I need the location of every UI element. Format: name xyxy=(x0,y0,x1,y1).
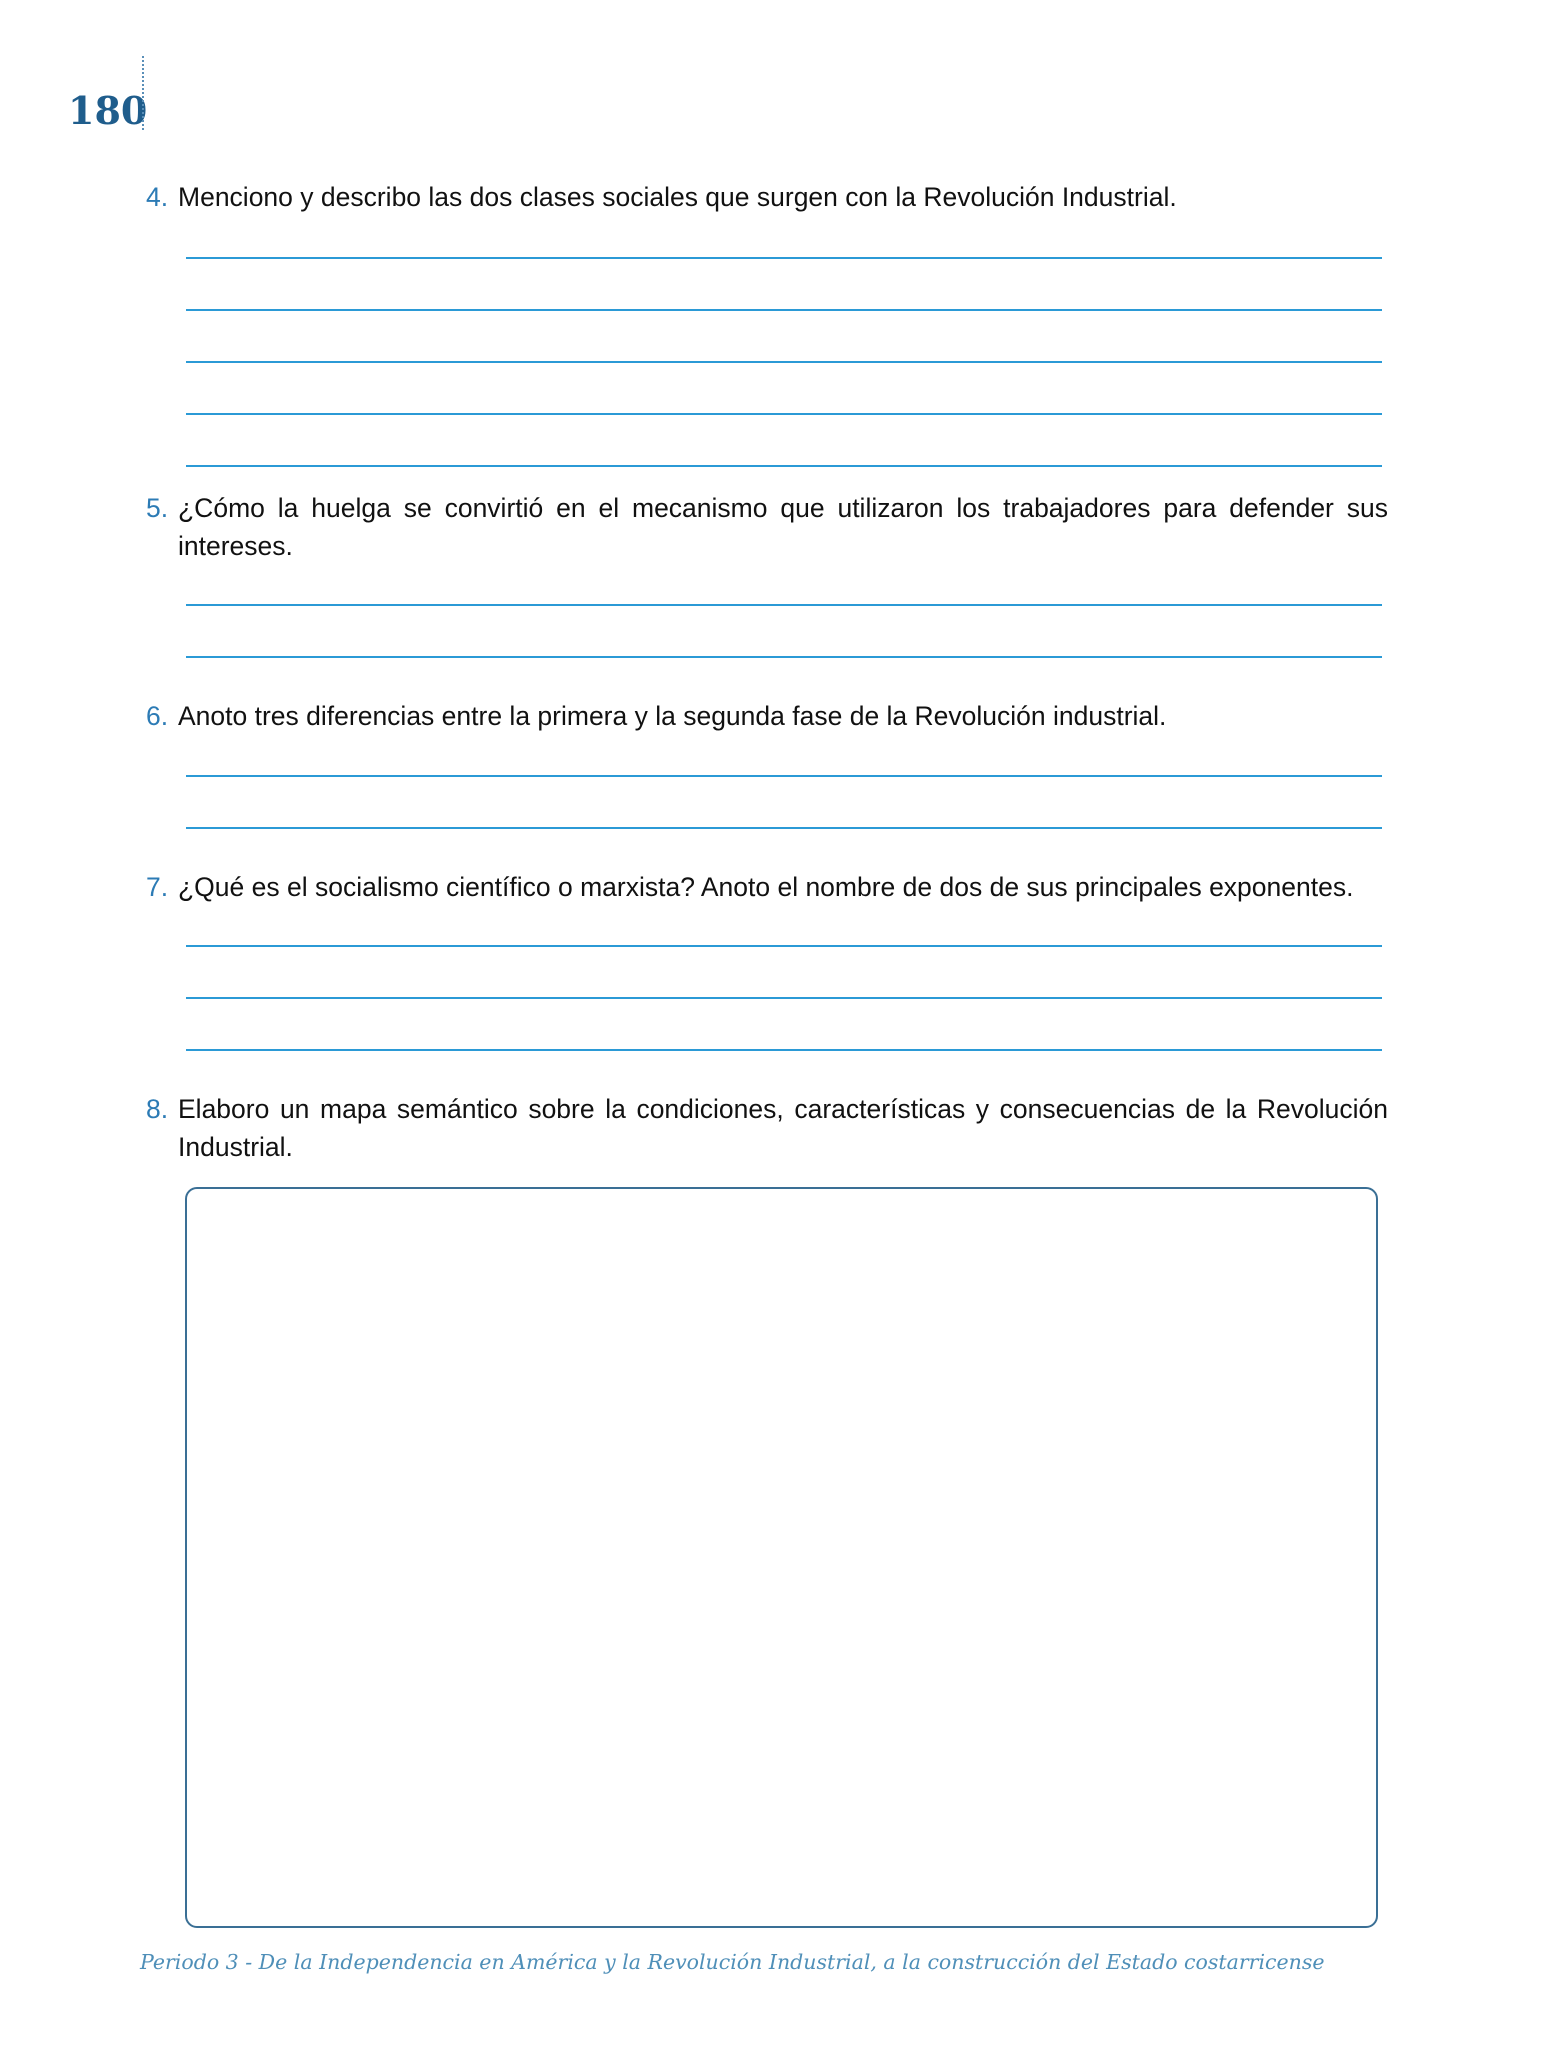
question-8 xyxy=(146,1090,1388,1166)
answer-line[interactable] xyxy=(186,827,1382,829)
answer-line[interactable] xyxy=(186,465,1382,467)
question-text: Anoto tres diferencias entre la primera y la segunda fase de la Revolución industrial. xyxy=(178,701,1167,731)
question-6 xyxy=(146,697,1388,735)
semantic-map-box[interactable] xyxy=(185,1187,1378,1928)
question-text: Menciono y describo las dos clases sociales que surgen con la Revolución Industrial. xyxy=(178,182,1177,212)
answer-line[interactable] xyxy=(186,361,1382,363)
question-text: ¿Cómo la huelga se convirtió en el mecanismo que utilizaron los trabajadores para defender sus intereses. xyxy=(178,493,1388,561)
answer-line[interactable] xyxy=(186,1049,1382,1051)
question-number: 5. xyxy=(146,493,169,523)
page-number-divider xyxy=(142,56,144,130)
question-text: Elaboro un mapa semántico sobre la condiciones, características y consecuencias de la Revolución Industrial. xyxy=(178,1094,1388,1162)
question-5 xyxy=(146,489,1388,565)
answer-line[interactable] xyxy=(186,604,1382,606)
answer-line[interactable] xyxy=(186,945,1382,947)
answer-line[interactable] xyxy=(186,413,1382,415)
answer-line[interactable] xyxy=(186,775,1382,777)
page-number: 180 xyxy=(68,88,148,133)
question-number: 7. xyxy=(146,872,169,902)
answer-line[interactable] xyxy=(186,309,1382,311)
answer-line[interactable] xyxy=(186,656,1382,658)
question-number: 6. xyxy=(146,701,169,731)
answer-line[interactable] xyxy=(186,997,1382,999)
question-number: 8. xyxy=(146,1094,169,1124)
question-7 xyxy=(146,868,1388,906)
footer: Periodo 3 - De la Independencia en América y la Revolución Industrial, a la construcción del Estado costarricense xyxy=(140,1950,1325,1974)
question-4 xyxy=(146,178,1388,216)
question-text: ¿Qué es el socialismo científico o marxista? Anoto el nombre de dos de sus principales exponentes. xyxy=(178,872,1354,902)
question-number: 4. xyxy=(146,182,169,212)
answer-line[interactable] xyxy=(186,257,1382,259)
